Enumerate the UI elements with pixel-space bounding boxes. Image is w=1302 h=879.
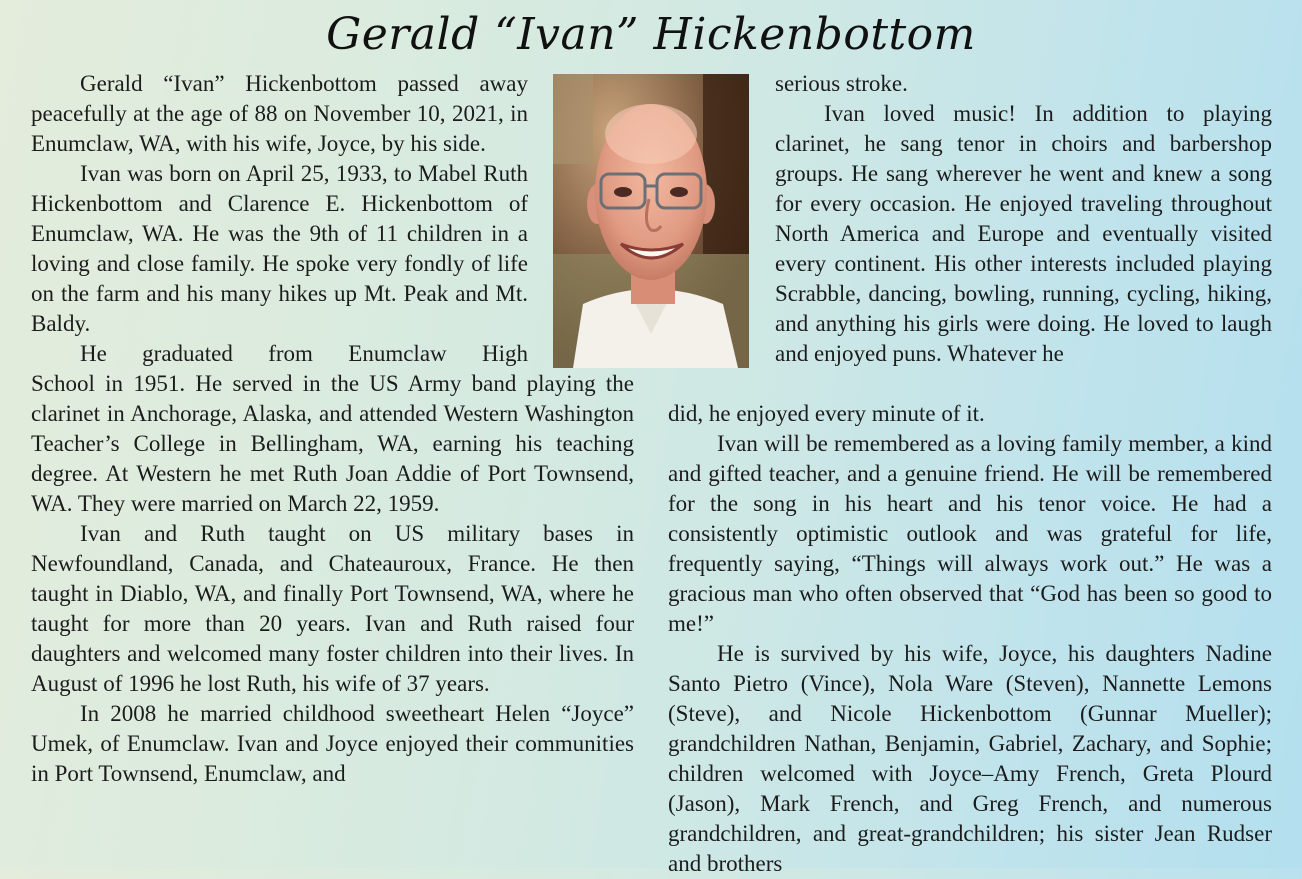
paragraph-interests: Ivan loved music! In addition to playing clarinet, he sang tenor in choirs and barbershop groups. He sang wherever he went and knew a song for every occasion. He enjoyed traveling throughout North America and Europe and eventually visited every continent. His other interests included playing Scrabble, dancing, bowling, running, cycling, hiking, and anything his girls were doing. He loved to laugh and enjoyed puns. Whatever he: [775, 101, 1272, 366]
left-column-bottom: [31, 369, 634, 789]
right-column-bottom: [668, 399, 1272, 879]
portrait-illustration: [553, 74, 749, 368]
paragraph-stroke-cont: serious stroke.: [775, 71, 908, 96]
paragraph-remembrance: Ivan will be remembered as a loving family member, a kind and gifted teacher, and a genuine friend. He will be remembered for the song in his heart and his tenor voice. He had a consistently optimistic outlook and was grateful for life, frequently saying, “Things will always work out.” He was a gracious man who often observed that “God has been so good to me!”: [668, 431, 1272, 636]
right-column-top: [775, 69, 1272, 369]
paragraph-early-life: Ivan was born on April 25, 1933, to Mabel Ruth Hickenbottom and Clarence E. Hickenbottom of Enumclaw, WA. He was the 9th of 11 children in a loving and close family. He spoke very fondly of life on the farm and his many hikes up Mt. Peak and Mt. Baldy.: [31, 161, 528, 336]
paragraph-second-marriage: In 2008 he married childhood sweetheart Helen “Joyce” Umek, of Enumclaw. Ivan and Joyce enjoyed their communities in Port Townsend, Enumclaw, and: [31, 701, 634, 786]
paragraph-education-cont: School in 1951. He served in the US Army band playing the clarinet in Anchorage, Alaska, and attended Western Washington Teacher’s College in Bellingham, WA, earning his teaching degree. At Western he met Ruth Joan Addie of Port Townsend, WA. They were married on March 22, 1959.: [31, 371, 634, 516]
paragraph-death-announcement: Gerald “Ivan” Hickenbottom passed away peacefully at the age of 88 on November 10, 2021, in Enumclaw, WA, with his wife, Joyce, by his side.: [31, 71, 528, 156]
paragraph-survivors: He is survived by his wife, Joyce, his daughters Nadine Santo Pietro (Vince), Nola Ware (Steven), Nannette Lemons (Steve), and Nicole Hickenbottom (Gunnar Mueller); grandchildren Nathan, Benjamin, Gabriel, Zachary, and Sophie; children welcomed with Joyce–Amy French, Greta Plourd (Jason), Mark French, and Greg French, and numerous grandchildren, and great-grandchildren; his sister Jean Rudser and brothers: [668, 641, 1272, 876]
left-column-top: [31, 69, 528, 369]
portrait-photo: [553, 74, 749, 368]
paragraph-education-start: He graduated from Enumclaw High: [80, 341, 528, 366]
paragraph-interests-cont: did, he enjoyed every minute of it.: [668, 401, 985, 426]
obituary-title: Gerald “Ivan” Hickenbottom: [326, 9, 976, 60]
paragraph-teaching-career: Ivan and Ruth taught on US military bases in Newfoundland, Canada, and Chateauroux, France. He then taught in Diablo, WA, and finally Port Townsend, WA, where he taught for more than 20 years. Ivan and Ruth raised four daughters and welcomed many foster children into their lives. In August of 1996 he lost Ruth, his wife of 37 years.: [31, 521, 634, 696]
